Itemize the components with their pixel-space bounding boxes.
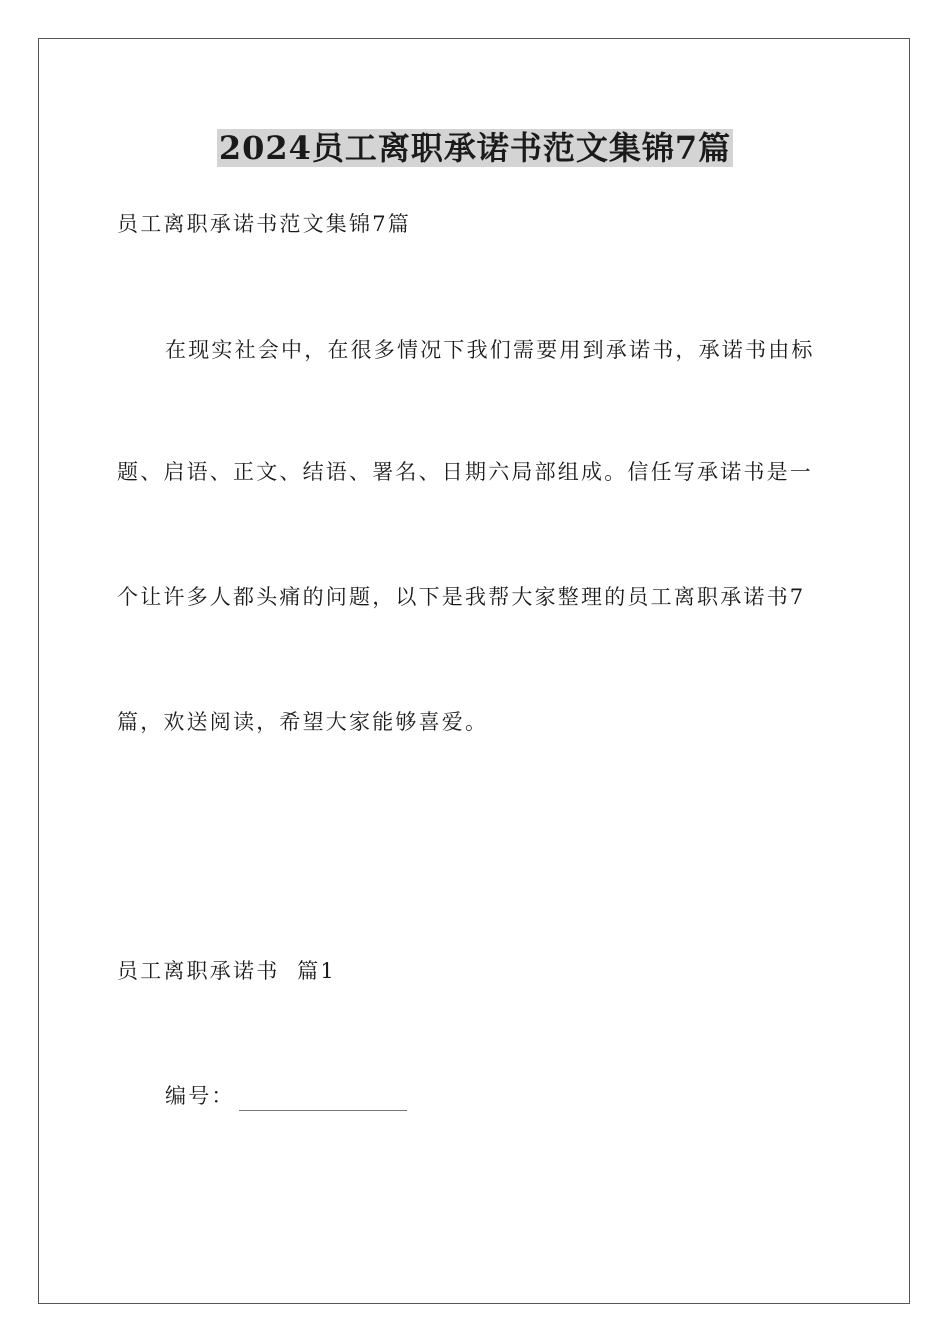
intro-line-3: 个让许多人都头痛的问题，以下是我帮大家整理的员工离职承诺书7 <box>117 585 806 609</box>
number-blank-line <box>239 1088 407 1111</box>
number-field <box>165 1081 407 1111</box>
section-heading: 员工离职承诺书 篇1 <box>117 959 336 983</box>
document-title-text: 2024员工离职承诺书范文集锦7篇 <box>218 129 732 167</box>
intro-line-1: 在现实社会中，在很多情况下我们需要用到承诺书，承诺书由标 <box>165 338 815 362</box>
intro-line-4: 篇，欢送阅读，希望大家能够喜爱。 <box>117 710 489 734</box>
intro-line-2: 题、启语、正文、结语、署名、日期六局部组成。信任写承诺书是一 <box>117 460 813 484</box>
number-label: 编号： <box>165 1084 235 1108</box>
document-title <box>0 126 950 170</box>
document-subtitle: 员工离职承诺书范文集锦7篇 <box>117 212 411 236</box>
